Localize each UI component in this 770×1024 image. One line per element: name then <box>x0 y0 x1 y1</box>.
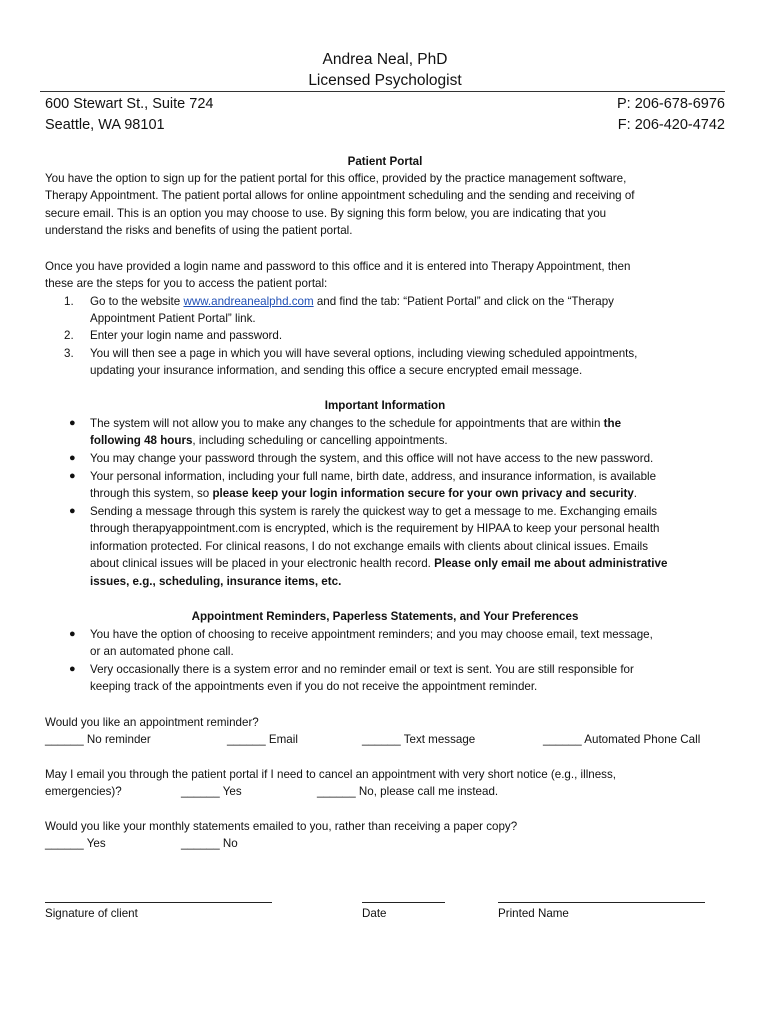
text-line: Your personal information, including your full name, birth date, address, and insurance information, is available <box>90 470 657 483</box>
text-line: Very occasionally there is a system error and no reminder email or text is sent. You are still responsible for <box>90 663 634 676</box>
step-text: Go to the website <box>90 295 184 308</box>
text-line <box>90 415 730 432</box>
option-email-yes[interactable]: ______ Yes <box>181 785 242 798</box>
text-line: Therapy Appointment. The patient portal allows for online appointment scheduling and the sending and receiving of <box>45 189 635 203</box>
bullet-icon: ● <box>69 470 76 482</box>
bullet-text: , including scheduling or cancelling appointments. <box>192 434 448 448</box>
important-information-heading: Important Information <box>324 399 446 412</box>
header-divider <box>40 91 725 92</box>
text-line: emergencies)? <box>45 785 122 799</box>
bold-text: following 48 hours <box>90 434 193 448</box>
question-reminder: Would you like an appointment reminder? <box>45 716 259 729</box>
important-bullet-3 <box>90 468 730 503</box>
text-line <box>90 432 730 449</box>
text-line: updating your insurance information, and sending this office a secure encrypted email message. <box>90 364 583 378</box>
steps-intro-paragraph <box>45 258 735 293</box>
option-no-reminder[interactable]: ______ No reminder <box>45 733 151 746</box>
bullet-icon: ● <box>69 663 76 675</box>
text-line <box>90 555 730 572</box>
psychologist-name: Andrea Neal, PhD <box>322 51 448 68</box>
step-2 <box>90 327 730 344</box>
reminders-heading: Appointment Reminders, Paperless Statements, and Your Preferences <box>191 610 579 623</box>
important-bullet-2 <box>90 450 730 467</box>
text-line: You have the option to sign up for the patient portal for this office, provided by the practice management software, <box>45 172 627 185</box>
important-bullet-1 <box>90 415 730 450</box>
text-line: You may change your password through the system, and this office will not have access to the new password. <box>90 452 654 465</box>
step-number: 2. <box>64 329 74 342</box>
step-3 <box>90 345 730 380</box>
option-statements-no[interactable]: ______ No <box>181 837 238 850</box>
address-line-1: 600 Stewart St., Suite 724 <box>45 96 214 112</box>
reminders-bullet-2 <box>90 661 730 696</box>
psychologist-title: Licensed Psychologist <box>308 72 462 89</box>
website-link[interactable]: www.andreanealphd.com <box>183 295 314 308</box>
text-line: Once you have provided a login name and password to this office and it is entered into Therapy Appointment, then <box>45 260 631 273</box>
text-line: information protected. For clinical reasons, I do not exchange emails with clients about clinical issues. Emails <box>90 539 649 553</box>
bold-text: issues, e.g., scheduling, insurance items, etc. <box>90 574 342 588</box>
text-line: Enter your login name and password. <box>90 329 283 342</box>
text-line: these are the steps for you to access the patient portal: <box>45 277 328 291</box>
text-line: Appointment Patient Portal” link. <box>90 312 256 326</box>
bold-text: Please only email me about administrative <box>434 557 668 571</box>
address-line-2: Seattle, WA 98101 <box>45 117 165 133</box>
text-line: secure email. This is an option you may choose to use. By signing this form below, you are indicating that you <box>45 206 607 220</box>
bullet-icon: ● <box>69 452 76 464</box>
option-text-message[interactable]: ______ Text message <box>362 733 476 746</box>
text-line: understand the risks and benefits of using the patient portal. <box>45 224 353 238</box>
text-line <box>90 573 730 590</box>
bullet-icon: ● <box>69 628 76 640</box>
text-line <box>90 293 730 310</box>
bullet-icon: ● <box>69 505 76 517</box>
text-line: You have the option of choosing to receive appointment reminders; and you may choose email, text message, <box>90 628 653 641</box>
bullet-text: The system will not allow you to make any changes to the schedule for appointments that are within <box>90 417 604 430</box>
text-line: May I email you through the patient portal if I need to cancel an appointment with very short notice (e.g., illness, <box>45 768 616 781</box>
option-statements-yes[interactable]: ______ Yes <box>45 837 106 850</box>
patient-portal-heading: Patient Portal <box>347 155 423 168</box>
step-1 <box>90 293 730 328</box>
step-text: and find the tab: “Patient Portal” and click on the “Therapy <box>313 295 614 308</box>
bullet-text: . <box>633 487 638 501</box>
phone-number: P: 206-678-6976 <box>616 96 725 112</box>
text-line <box>90 485 730 502</box>
bullet-icon: ● <box>69 417 76 429</box>
signature-line[interactable] <box>45 902 272 903</box>
option-email[interactable]: ______ Email <box>227 733 298 746</box>
important-bullet-4 <box>90 503 730 590</box>
question-statements: Would you like your monthly statements emailed to you, rather than receiving a paper copy? <box>45 820 518 833</box>
date-line[interactable] <box>362 902 445 903</box>
reminders-bullet-1 <box>90 626 730 661</box>
bold-text: the <box>603 417 622 430</box>
signature-label: Signature of client <box>45 907 138 920</box>
text-line: through therapyappointment.com is encrypted, which is the requirement by HIPAA to keep your personal health <box>90 522 660 536</box>
fax-number: F: 206-420-4742 <box>617 117 725 133</box>
printed-name-line[interactable] <box>498 902 705 903</box>
printed-name-label: Printed Name <box>498 907 569 920</box>
option-email-no-call[interactable]: ______ No, please call me instead. <box>317 785 499 798</box>
step-number: 1. <box>64 295 74 308</box>
bold-text: please keep your login information secure for your own privacy and security <box>212 487 634 501</box>
text-line: Sending a message through this system is rarely the quickest way to get a message to me. Exchanging emails <box>90 505 658 518</box>
option-automated-phone-call[interactable]: ______ Automated Phone Call <box>543 733 701 746</box>
bullet-text: about clinical issues will be placed in your electronic health record. <box>90 557 435 571</box>
step-number: 3. <box>64 347 74 360</box>
date-label: Date <box>362 907 387 920</box>
text-line: keeping track of the appointments even if you do not receive the appointment reminder. <box>90 680 538 694</box>
text-line: You will then see a page in which you will have several options, including viewing scheduled appointments, <box>90 347 638 360</box>
text-line: or an automated phone call. <box>90 645 234 659</box>
portal-intro-paragraph <box>45 170 735 240</box>
bullet-text: through this system, so <box>90 487 213 501</box>
